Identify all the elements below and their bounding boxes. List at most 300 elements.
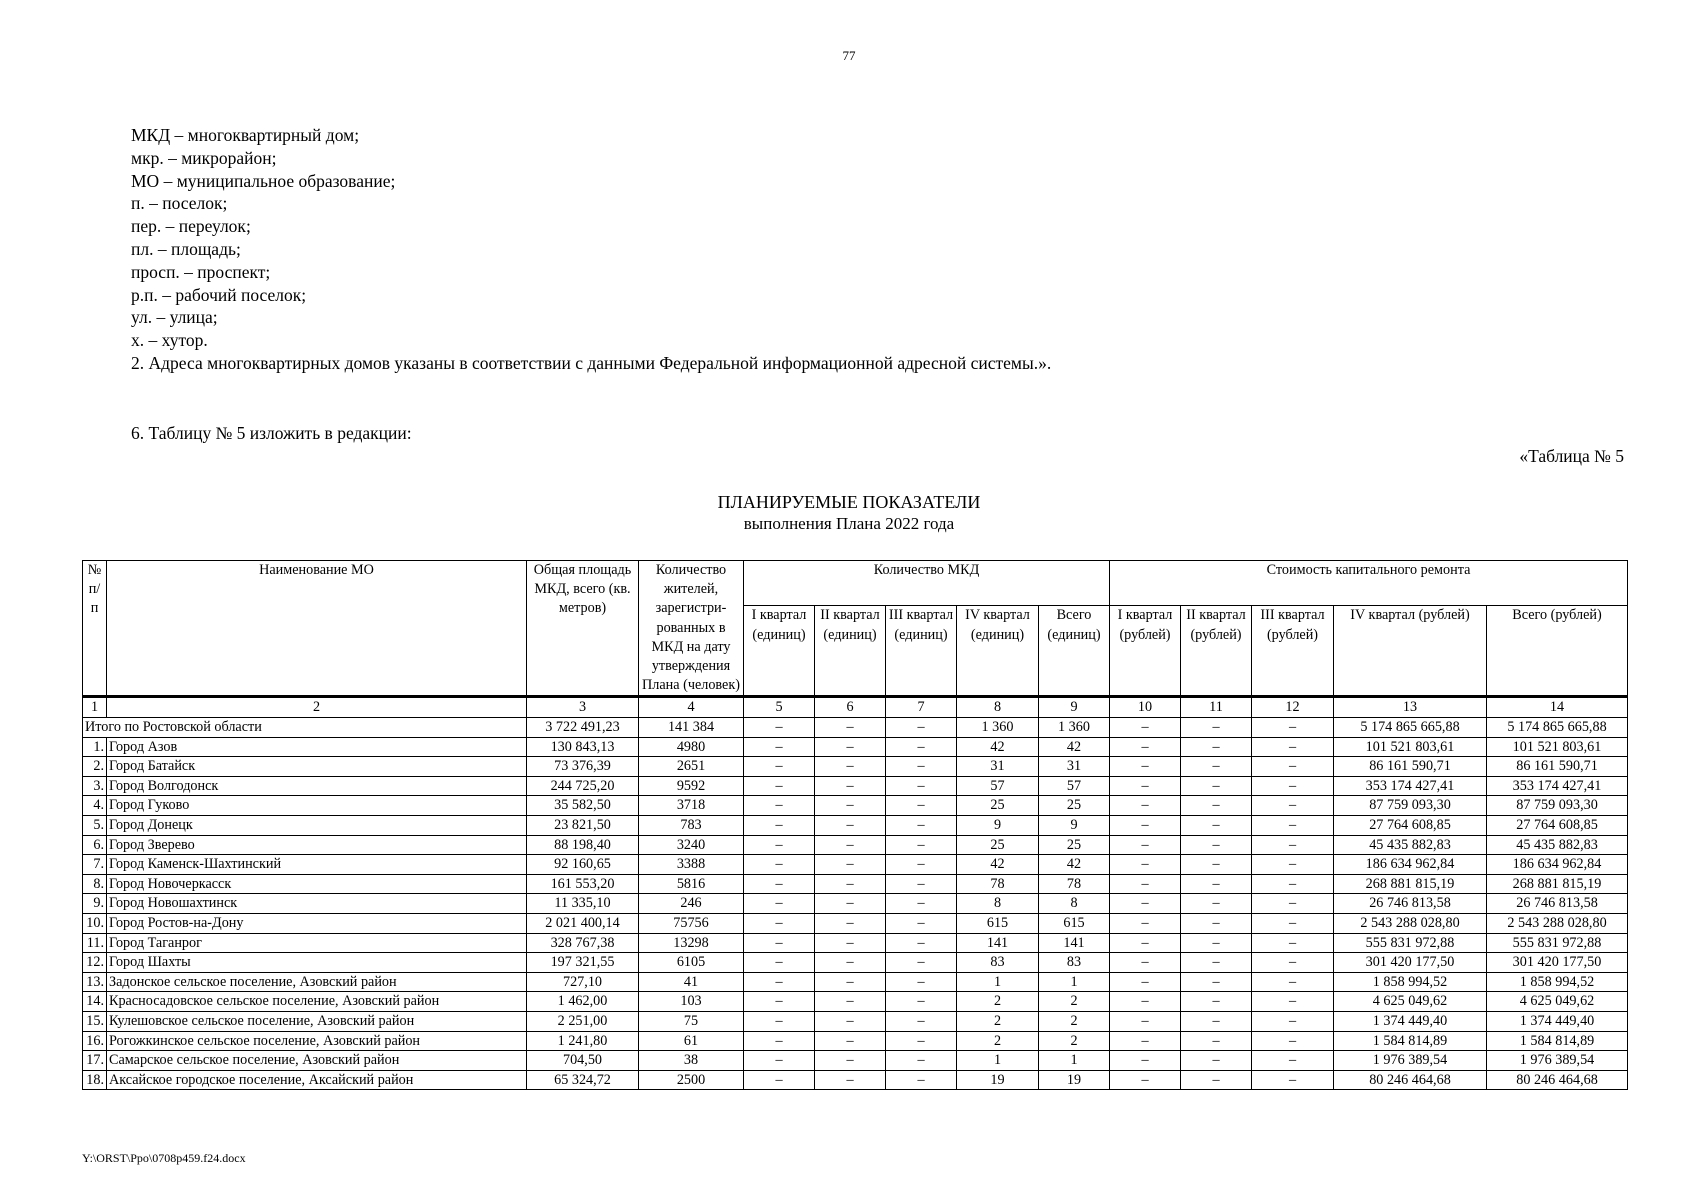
table-cell: – [1110, 1011, 1181, 1031]
table-cell: 25 [1039, 796, 1110, 816]
note-line: мкр. – микрорайон; [131, 147, 277, 168]
table-cell: 1 374 449,40 [1334, 1011, 1487, 1031]
table-cell: 86 161 590,71 [1334, 757, 1487, 777]
table-cell: 5 174 865 665,88 [1487, 718, 1628, 738]
table-cell: 2 [957, 1031, 1039, 1051]
table-cell: – [886, 835, 957, 855]
table-row [83, 874, 1628, 894]
table-cell: 35 582,50 [527, 796, 639, 816]
table-row [83, 894, 1628, 914]
table-cell: 301 420 177,50 [1334, 953, 1487, 973]
municipality-name: Город Таганрог [107, 933, 527, 953]
total-row-label: Итого по Ростовской области [83, 718, 527, 738]
table-cell: 92 160,65 [527, 855, 639, 875]
table-cell: – [815, 1011, 886, 1031]
table-cell: – [1252, 1031, 1334, 1051]
table-cell: 42 [957, 737, 1039, 757]
table-row [83, 757, 1628, 777]
table-cell: 27 764 608,85 [1487, 815, 1628, 835]
table-cell: 3240 [639, 835, 744, 855]
table-cell: 83 [1039, 953, 1110, 973]
table-cell: – [886, 1051, 957, 1071]
table-cell: – [1252, 992, 1334, 1012]
table-cell: – [744, 1070, 815, 1090]
table-cell: – [815, 796, 886, 816]
row-number: 14. [83, 992, 107, 1012]
table-row [83, 835, 1628, 855]
table-cell: – [744, 953, 815, 973]
municipality-name: Город Шахты [107, 953, 527, 973]
row-number: 12. [83, 953, 107, 973]
table-cell: – [1110, 855, 1181, 875]
table-cell: – [744, 913, 815, 933]
table-cell: – [815, 1051, 886, 1071]
header-q3-count: III квартал (единиц) [886, 606, 957, 697]
row-number: 1. [83, 737, 107, 757]
municipality-name: Город Донецк [107, 815, 527, 835]
table-cell: – [886, 757, 957, 777]
header-q3-cost: III квартал (рублей) [1252, 606, 1334, 697]
header-num: № п/п [83, 561, 107, 697]
column-number: 14 [1487, 697, 1628, 718]
row-number: 8. [83, 874, 107, 894]
table-cell: 23 821,50 [527, 815, 639, 835]
table-cell: 1 374 449,40 [1487, 1011, 1628, 1031]
note-line: ул. – улица; [131, 307, 218, 328]
row-number: 10. [83, 913, 107, 933]
table-row [83, 1070, 1628, 1090]
row-number: 16. [83, 1031, 107, 1051]
table-cell: – [886, 953, 957, 973]
table-cell: – [1181, 933, 1252, 953]
table-cell: – [1181, 992, 1252, 1012]
table-cell: – [1252, 953, 1334, 973]
table-cell: 65 324,72 [527, 1070, 639, 1090]
table-cell: – [1252, 855, 1334, 875]
table-cell: – [1110, 933, 1181, 953]
table-cell: 25 [1039, 835, 1110, 855]
table-cell: 2 021 400,14 [527, 913, 639, 933]
note-line: 2. Адреса многоквартирных домов указаны в соответствии с данными Федеральной информационной адресной системы.». [131, 352, 1052, 373]
note-line: МКД – многоквартирный дом; [131, 125, 360, 145]
table-cell: 75756 [639, 913, 744, 933]
table-cell: – [744, 835, 815, 855]
table-cell: 141 384 [639, 718, 744, 738]
table-cell: – [886, 1070, 957, 1090]
row-number: 5. [83, 815, 107, 835]
table-cell: 2 [1039, 992, 1110, 1012]
row-number: 13. [83, 972, 107, 992]
table-cell: 783 [639, 815, 744, 835]
municipality-name: Город Волгодонск [107, 776, 527, 796]
table-cell: – [1110, 796, 1181, 816]
table-cell: 1 [1039, 1051, 1110, 1071]
table-cell: 727,10 [527, 972, 639, 992]
table-cell: – [815, 874, 886, 894]
instruction-text: 6. Таблицу № 5 изложить в редакции: [131, 423, 412, 443]
column-number: 13 [1334, 697, 1487, 718]
table-cell: 301 420 177,50 [1487, 953, 1628, 973]
table-row [83, 913, 1628, 933]
header-q4-cost: IV квартал (рублей) [1334, 606, 1487, 697]
abbreviation-notes [131, 124, 1051, 375]
table-cell: – [1181, 972, 1252, 992]
table-cell: – [1110, 1070, 1181, 1090]
header-q1-cost: I квартал (рублей) [1110, 606, 1181, 697]
table-cell: – [815, 992, 886, 1012]
row-number: 15. [83, 1011, 107, 1031]
table-cell: – [886, 815, 957, 835]
table-cell: 75 [639, 1011, 744, 1031]
table-cell: 38 [639, 1051, 744, 1071]
table-cell: – [1110, 1051, 1181, 1071]
column-number: 1 [83, 697, 107, 718]
table-row [83, 1011, 1628, 1031]
column-number: 2 [107, 697, 527, 718]
table-cell: 31 [957, 757, 1039, 777]
table-cell: – [815, 972, 886, 992]
table-cell: 9592 [639, 776, 744, 796]
municipality-name: Город Новочеркасск [107, 874, 527, 894]
table-cell: 78 [957, 874, 1039, 894]
table-cell: 5 174 865 665,88 [1334, 718, 1487, 738]
table-subtitle: выполнения Плана 2022 года [743, 514, 955, 533]
header-total-cost: Всего (рублей) [1487, 606, 1628, 697]
column-number: 10 [1110, 697, 1181, 718]
header-area: Общая площадь МКД, всего (кв. метров) [527, 561, 639, 697]
table-cell: – [1181, 855, 1252, 875]
table-cell: 101 521 803,61 [1487, 737, 1628, 757]
municipality-name: Город Азов [107, 737, 527, 757]
table-cell: – [1252, 776, 1334, 796]
table-cell: – [1181, 737, 1252, 757]
table-cell: – [815, 1031, 886, 1051]
table-cell: 244 725,20 [527, 776, 639, 796]
table-cell: 57 [1039, 776, 1110, 796]
table-cell: 86 161 590,71 [1487, 757, 1628, 777]
table-cell: 1 584 814,89 [1487, 1031, 1628, 1051]
table-cell: – [1252, 737, 1334, 757]
table-cell: 9 [1039, 815, 1110, 835]
column-number: 3 [527, 697, 639, 718]
table-cell: 268 881 815,19 [1487, 874, 1628, 894]
table-cell: – [1181, 874, 1252, 894]
table-row [83, 737, 1628, 757]
table-title-block [0, 491, 1698, 534]
table-cell: 42 [1039, 855, 1110, 875]
table-cell: – [744, 855, 815, 875]
row-number: 17. [83, 1051, 107, 1071]
table-cell: 1 584 814,89 [1334, 1031, 1487, 1051]
table-cell: 2 [957, 1011, 1039, 1031]
table-cell: – [1252, 796, 1334, 816]
note-line: пер. – переулок; [131, 216, 251, 237]
table-cell: 13298 [639, 933, 744, 953]
table-cell: – [1252, 894, 1334, 914]
table-cell: – [886, 894, 957, 914]
row-number: 2. [83, 757, 107, 777]
table-cell: 328 767,38 [527, 933, 639, 953]
table-cell: – [815, 894, 886, 914]
table-cell: – [886, 972, 957, 992]
table-cell: – [1110, 737, 1181, 757]
table-cell: – [1181, 1051, 1252, 1071]
table-cell: – [886, 992, 957, 1012]
table-cell: 1 360 [957, 718, 1039, 738]
table-cell: 5816 [639, 874, 744, 894]
table-cell: – [1252, 1051, 1334, 1071]
table-cell: 2 [957, 992, 1039, 1012]
table-cell: – [744, 1011, 815, 1031]
table-cell: – [815, 737, 886, 757]
header-name: Наименование МО [107, 561, 527, 697]
table-cell: – [744, 737, 815, 757]
table-cell: – [886, 855, 957, 875]
municipality-name: Город Батайск [107, 757, 527, 777]
table-cell: – [744, 796, 815, 816]
table-cell: – [1181, 776, 1252, 796]
table-cell: 555 831 972,88 [1334, 933, 1487, 953]
table-cell: 2 [1039, 1011, 1110, 1031]
table-cell: – [886, 913, 957, 933]
table-cell: – [744, 1031, 815, 1051]
table-cell: – [1110, 1031, 1181, 1051]
table-cell: 2500 [639, 1070, 744, 1090]
table-cell: 25 [957, 835, 1039, 855]
row-number: 6. [83, 835, 107, 855]
table-cell: – [744, 933, 815, 953]
table-cell: 353 174 427,41 [1487, 776, 1628, 796]
table-cell: 87 759 093,30 [1334, 796, 1487, 816]
table-row [83, 855, 1628, 875]
page-number: 77 [842, 48, 856, 63]
column-number: 4 [639, 697, 744, 718]
table-cell: – [815, 835, 886, 855]
table-cell: 2 251,00 [527, 1011, 639, 1031]
table-cell: – [1110, 913, 1181, 933]
table-cell: 3718 [639, 796, 744, 816]
table-cell: – [1110, 718, 1181, 738]
table-cell: – [1252, 815, 1334, 835]
table-cell: 3388 [639, 855, 744, 875]
table-row [83, 972, 1628, 992]
column-number: 11 [1181, 697, 1252, 718]
table-cell: – [1181, 835, 1252, 855]
table-cell: – [1110, 992, 1181, 1012]
table-cell: 2 [1039, 1031, 1110, 1051]
table-cell: – [815, 913, 886, 933]
municipality-name: Аксайское городское поселение, Аксайский район [107, 1070, 527, 1090]
table-cell: – [1181, 894, 1252, 914]
table-cell: 141 [957, 933, 1039, 953]
table-cell: 161 553,20 [527, 874, 639, 894]
table-cell: – [1181, 718, 1252, 738]
table-row [83, 953, 1628, 973]
note-line: р.п. – рабочий поселок; [131, 284, 307, 305]
table-cell: – [886, 718, 957, 738]
table-cell: – [1110, 874, 1181, 894]
table-cell: 268 881 815,19 [1334, 874, 1487, 894]
municipality-name: Город Каменск-Шахтинский [107, 855, 527, 875]
table-cell: – [1252, 1070, 1334, 1090]
table-cell: 1 976 389,54 [1334, 1051, 1487, 1071]
table-cell: 61 [639, 1031, 744, 1051]
table-cell: – [815, 815, 886, 835]
row-number: 9. [83, 894, 107, 914]
header-q2-count: II квартал (единиц) [815, 606, 886, 697]
file-path-footer: Y:\ORST\Ppo\0708p459.f24.docx [82, 1151, 246, 1165]
header-cost-group: Стоимость капитального ремонта [1110, 561, 1628, 606]
table-cell: 73 376,39 [527, 757, 639, 777]
table-cell: – [1252, 1011, 1334, 1031]
table-cell: 26 746 813,58 [1487, 894, 1628, 914]
table-cell: 19 [957, 1070, 1039, 1090]
table-cell: – [744, 1051, 815, 1071]
note-line: п. – поселок; [131, 193, 228, 214]
table-cell: 8 [957, 894, 1039, 914]
table-cell: 2 543 288 028,80 [1487, 913, 1628, 933]
municipality-name: Город Зверево [107, 835, 527, 855]
table-cell: – [886, 1031, 957, 1051]
note-line: просп. – проспект; [131, 261, 271, 282]
table-cell: 80 246 464,68 [1334, 1070, 1487, 1090]
table-cell: 186 634 962,84 [1334, 855, 1487, 875]
table-cell: – [1252, 757, 1334, 777]
table-cell: – [815, 718, 886, 738]
table-cell: 1 241,80 [527, 1031, 639, 1051]
table-cell: 9 [957, 815, 1039, 835]
table-cell: – [815, 953, 886, 973]
row-number: 18. [83, 1070, 107, 1090]
municipality-name: Город Гуково [107, 796, 527, 816]
table-cell: 27 764 608,85 [1334, 815, 1487, 835]
table-cell: 88 198,40 [527, 835, 639, 855]
table-cell: – [1252, 874, 1334, 894]
table-row [83, 1031, 1628, 1051]
table-row [83, 796, 1628, 816]
row-number: 11. [83, 933, 107, 953]
table-cell: 615 [957, 913, 1039, 933]
column-number: 9 [1039, 697, 1110, 718]
table-cell: 42 [957, 855, 1039, 875]
table-cell: 1 360 [1039, 718, 1110, 738]
table-cell: 1 [957, 1051, 1039, 1071]
plan-indicators-table [82, 560, 1628, 1090]
table-cell: 11 335,10 [527, 894, 639, 914]
table-cell: – [744, 776, 815, 796]
note-line: МО – муниципальное образование; [131, 170, 396, 191]
table-cell: – [1181, 757, 1252, 777]
table-cell: – [1110, 894, 1181, 914]
table-cell: – [1181, 1011, 1252, 1031]
note-line: пл. – площадь; [131, 238, 241, 259]
table-row [83, 992, 1628, 1012]
table-cell: – [1110, 757, 1181, 777]
table-cell: 87 759 093,30 [1487, 796, 1628, 816]
table-cell: 130 843,13 [527, 737, 639, 757]
table-cell: 1 858 994,52 [1334, 972, 1487, 992]
table-cell: – [1110, 815, 1181, 835]
table-cell: 1 [1039, 972, 1110, 992]
municipality-name: Рогожкинское сельское поселение, Азовский район [107, 1031, 527, 1051]
header-total-count: Всего (единиц) [1039, 606, 1110, 697]
table-cell: 103 [639, 992, 744, 1012]
table-cell: – [815, 757, 886, 777]
table-label: «Таблица № 5 [1519, 446, 1624, 466]
header-q2-cost: II квартал (рублей) [1181, 606, 1252, 697]
table-cell: – [1252, 835, 1334, 855]
table-cell: – [815, 1070, 886, 1090]
header-mkd-group: Количество МКД [744, 561, 1110, 606]
column-number: 7 [886, 697, 957, 718]
table-cell: 41 [639, 972, 744, 992]
table-cell: 45 435 882,83 [1334, 835, 1487, 855]
total-row [83, 718, 1628, 738]
municipality-name: Город Новошахтинск [107, 894, 527, 914]
table-cell: 80 246 464,68 [1487, 1070, 1628, 1090]
table-cell: 26 746 813,58 [1334, 894, 1487, 914]
table-cell: – [886, 796, 957, 816]
table-row [83, 815, 1628, 835]
table-cell: – [744, 992, 815, 1012]
municipality-name: Задонское сельское поселение, Азовский район [107, 972, 527, 992]
table-cell: – [886, 874, 957, 894]
table-cell: – [815, 933, 886, 953]
table-cell: – [1181, 953, 1252, 973]
table-cell: 57 [957, 776, 1039, 796]
note-line: х. – хутор. [131, 330, 208, 351]
table-cell: – [886, 933, 957, 953]
table-cell: – [1181, 815, 1252, 835]
column-number: 12 [1252, 697, 1334, 718]
row-number: 3. [83, 776, 107, 796]
table-cell: – [744, 972, 815, 992]
table-cell: – [1252, 913, 1334, 933]
table-cell: 8 [1039, 894, 1110, 914]
table-cell: 1 462,00 [527, 992, 639, 1012]
row-number: 4. [83, 796, 107, 816]
table-cell: 1 858 994,52 [1487, 972, 1628, 992]
table-cell: 2 543 288 028,80 [1334, 913, 1487, 933]
header-residents: Количество жителей, зарегистри-рованных в МКД на дату утверждения Плана (человек) [639, 561, 744, 697]
table-cell: – [1181, 1031, 1252, 1051]
column-number: 8 [957, 697, 1039, 718]
table-cell: – [744, 815, 815, 835]
column-number: 6 [815, 697, 886, 718]
table-cell: – [1110, 972, 1181, 992]
table-cell: – [1181, 913, 1252, 933]
table-cell: 615 [1039, 913, 1110, 933]
table-cell: – [1252, 972, 1334, 992]
table-cell: – [815, 855, 886, 875]
table-cell: – [886, 1011, 957, 1031]
municipality-name: Кулешовское сельское поселение, Азовский район [107, 1011, 527, 1031]
table-cell: 1 [957, 972, 1039, 992]
table-cell: 45 435 882,83 [1487, 835, 1628, 855]
header-q4-count: IV квартал (единиц) [957, 606, 1039, 697]
municipality-name: Красносадовское сельское поселение, Азовский район [107, 992, 527, 1012]
table-cell: 25 [957, 796, 1039, 816]
table-cell: 4 625 049,62 [1487, 992, 1628, 1012]
row-number: 7. [83, 855, 107, 875]
table-cell: – [1252, 718, 1334, 738]
table-cell: 555 831 972,88 [1487, 933, 1628, 953]
table-cell: 31 [1039, 757, 1110, 777]
table-cell: 4980 [639, 737, 744, 757]
table-cell: – [886, 737, 957, 757]
table-row [83, 1051, 1628, 1071]
table-cell: 101 521 803,61 [1334, 737, 1487, 757]
